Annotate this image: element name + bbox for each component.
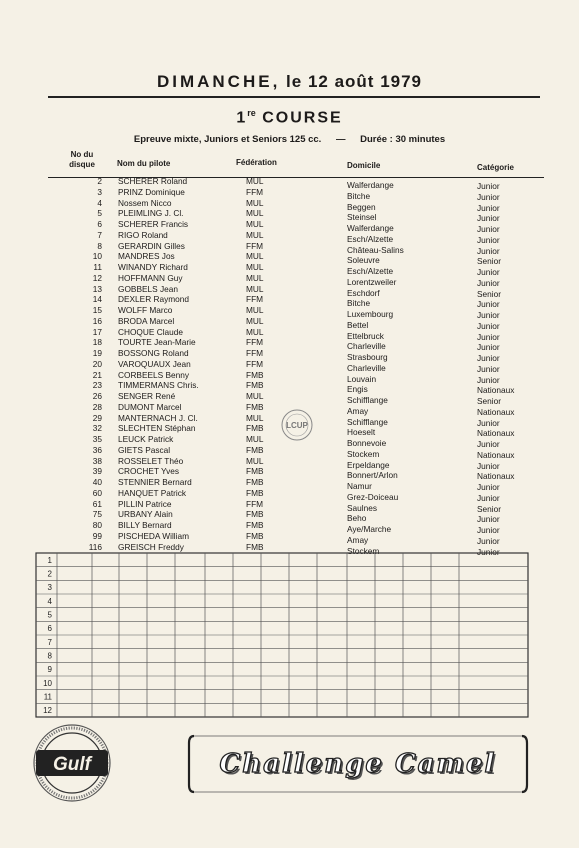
rider-number: 38	[92, 455, 102, 466]
grid-row-label: 12	[43, 706, 52, 716]
rider-name: VAROQUAUX Jean	[118, 358, 191, 369]
rider-domicile: Walferdange	[347, 180, 394, 190]
rider-category: Junior	[477, 320, 500, 331]
rider-category: Junior	[477, 492, 500, 503]
rider-row	[0, 197, 579, 213]
grid-row-label: 2	[47, 569, 52, 579]
rider-domicile: Château-Salins	[347, 244, 404, 255]
rider-federation: MUL	[246, 305, 264, 315]
rider-domicile: Bitche	[347, 298, 371, 309]
grid-row-label: 5	[47, 610, 52, 620]
race-title	[0, 108, 579, 127]
rider-federation: FMB	[246, 541, 264, 552]
header-domicile: Domicile	[347, 161, 381, 170]
rider-name: STENNIER Bernard	[118, 477, 192, 487]
rider-number: 10	[92, 251, 102, 262]
rider-name: ROSSELET Théo	[118, 455, 184, 466]
rider-category: Junior	[477, 202, 500, 213]
rider-federation: MUL	[246, 315, 264, 326]
rider-federation: FFM	[246, 240, 264, 251]
rider-row	[0, 326, 579, 342]
rider-number: 36	[92, 444, 102, 455]
rider-category: Junior	[477, 234, 500, 245]
rider-name: GOBBELS Jean	[118, 283, 178, 294]
rider-name: PLEIMLING J. Cl.	[118, 208, 184, 219]
rider-federation: FMB	[246, 487, 264, 498]
rider-name: CORBEELS Benny	[118, 369, 190, 380]
rider-category: Junior	[477, 331, 500, 342]
rider-domicile: Lorentzweiler	[347, 276, 397, 287]
date-label: le 12 août 1979	[286, 72, 423, 91]
challenge-camel-logo: Challenge Camel	[219, 749, 497, 779]
rider-category: Senior	[477, 503, 501, 514]
rider-federation: FFM	[246, 358, 264, 369]
rider-name: SCHERER Roland	[118, 176, 188, 186]
rider-federation: FMB	[246, 401, 264, 412]
rider-row	[0, 369, 579, 385]
rider-name: BOSSONG Roland	[118, 348, 189, 358]
rider-name: GREISCH Freddy	[118, 541, 184, 552]
rider-domicile: Saulnes	[347, 502, 377, 513]
rider-name: PRINZ Dominique	[118, 186, 185, 197]
rider-category: Senior	[477, 396, 501, 406]
rider-name: HOFFMANN Guy	[118, 272, 183, 283]
rider-row	[0, 520, 579, 535]
rider-federation: FFM	[246, 186, 264, 197]
rider-row	[0, 240, 579, 256]
title-rule	[48, 96, 540, 98]
rider-domicile: Louvain	[347, 373, 377, 384]
grid-row-label: 4	[47, 596, 52, 606]
header-federation: Fédération	[236, 158, 277, 167]
rider-name: Nossem Nicco	[118, 197, 172, 208]
rider-federation: MUL	[246, 412, 264, 423]
rider-domicile: Amay	[347, 405, 369, 416]
rider-category: Junior	[477, 525, 500, 535]
rider-row	[0, 487, 579, 503]
rider-number: 39	[92, 466, 102, 477]
rider-category: Junior	[477, 299, 500, 310]
rider-domicile: Charleville	[347, 362, 386, 373]
rider-federation: FFM	[246, 348, 264, 358]
rider-name: DUMONT Marcel	[118, 401, 182, 412]
rider-name: TOURTE Jean-Marie	[118, 337, 196, 348]
rider-domicile: Charleville	[347, 341, 386, 352]
rider-category: Senior	[477, 288, 501, 299]
rider-number: 12	[92, 272, 102, 283]
rider-federation: MUL	[246, 272, 264, 283]
rider-federation: FMB	[246, 466, 264, 477]
rider-number: 28	[92, 401, 102, 412]
rider-name: BILLY Bernard	[118, 520, 172, 530]
rider-category: Junior	[477, 353, 500, 363]
rider-name: PISCHEDA William	[118, 530, 189, 541]
gulf-logo	[32, 723, 112, 803]
rider-federation: FMB	[246, 444, 264, 455]
rider-domicile: Eschdorf	[347, 287, 380, 298]
grid-row-label: 10	[43, 678, 52, 688]
rider-number: 2	[97, 176, 102, 186]
rider-domicile: Namur	[347, 481, 372, 491]
rider-row	[0, 477, 579, 492]
rider-number: 4	[97, 197, 102, 208]
rider-federation: MUL	[246, 219, 264, 229]
rider-category: Junior	[477, 374, 500, 385]
rider-number: 18	[92, 337, 102, 348]
header-category: Catégorie	[477, 163, 514, 172]
rider-category: Junior	[477, 535, 500, 546]
race-word: COURSE	[262, 109, 343, 127]
rider-federation: MUL	[246, 283, 264, 294]
rider-domicile: Esch/Alzette	[347, 266, 394, 276]
rider-row	[0, 305, 579, 320]
rider-name: GIETS Pascal	[118, 444, 171, 455]
grid-row-label: 8	[47, 651, 52, 661]
rider-federation: MUL	[246, 229, 264, 240]
rider-number: 75	[92, 509, 102, 520]
rider-category: Nationaux	[477, 385, 515, 396]
rider-domicile: Esch/Alzette	[347, 233, 394, 244]
rider-domicile: Bonnert/Arlon	[347, 470, 398, 481]
rider-category: Junior	[477, 224, 500, 234]
subtitle-dash: —	[335, 134, 346, 145]
day-label: DIMANCHE,	[156, 72, 281, 91]
rider-name: CROCHET Yves	[118, 466, 180, 477]
rider-number: 15	[92, 305, 102, 315]
rider-row	[0, 530, 579, 546]
rider-federation: MUL	[246, 262, 264, 272]
rider-category: Nationaux	[477, 471, 515, 482]
rider-domicile: Ettelbruck	[347, 330, 384, 341]
rider-federation: FMB	[246, 520, 264, 530]
rider-number: 116	[88, 541, 102, 552]
rider-federation: FFM	[246, 294, 264, 305]
rider-row	[0, 348, 579, 363]
gulf-text: Gulf	[53, 754, 91, 775]
rider-federation: FMB	[246, 477, 264, 487]
rider-domicile: Grez-Doiceau	[347, 491, 399, 502]
rider-federation: MUL	[246, 176, 264, 186]
rider-row	[0, 315, 579, 331]
rider-row	[0, 283, 579, 299]
rider-federation: MUL	[246, 197, 264, 208]
rider-domicile: Amay	[347, 534, 369, 545]
rider-domicile: Stockem	[347, 448, 380, 459]
rider-number: 35	[92, 434, 102, 444]
rider-number: 21	[92, 369, 102, 380]
rider-name: LEUCK Patrick	[118, 434, 174, 444]
stamp-text: LCUP	[286, 421, 308, 430]
rider-category: Junior	[477, 310, 500, 320]
rider-name: WINANDY Richard	[118, 262, 188, 272]
rider-federation: FMB	[246, 380, 264, 391]
rider-federation: MUL	[246, 455, 264, 466]
rider-category: Senior	[477, 256, 501, 267]
rider-name: TIMMERMANS Chris.	[118, 380, 199, 391]
rider-category: Junior	[477, 267, 500, 277]
rider-name: MANDRES Jos	[118, 251, 175, 262]
rider-category: Junior	[477, 213, 500, 224]
rider-domicile: Engis	[347, 384, 368, 395]
rider-number: 61	[92, 498, 102, 509]
rider-number: 13	[92, 283, 102, 294]
rider-number: 5	[97, 208, 102, 219]
rider-number: 14	[92, 294, 102, 305]
rider-name: BRODA Marcel	[118, 315, 175, 326]
grid-row-label: 7	[47, 637, 52, 647]
race-number: 1	[236, 109, 248, 127]
rider-row	[0, 272, 579, 288]
rider-federation: MUL	[246, 208, 264, 219]
rider-category: Nationaux	[477, 406, 515, 417]
rider-number: 3	[97, 186, 102, 197]
rider-category: Junior	[477, 439, 500, 449]
rider-federation: MUL	[246, 434, 264, 444]
grid-row-label: 9	[47, 665, 52, 675]
rider-number: 60	[92, 487, 102, 498]
rider-row	[0, 541, 579, 557]
rider-category: Junior	[477, 460, 500, 471]
rider-row	[0, 358, 579, 374]
race-subtitle	[0, 134, 579, 145]
rider-domicile: Walferdange	[347, 223, 394, 233]
rider-row	[0, 186, 579, 202]
results-grid	[35, 552, 529, 718]
rider-name: SENGER René	[118, 391, 176, 401]
rider-federation: FMB	[246, 509, 264, 520]
rider-number: 23	[92, 380, 102, 391]
rider-row	[0, 262, 579, 277]
rider-federation: MUL	[246, 391, 264, 401]
rider-number: 32	[92, 423, 102, 434]
rider-domicile: Aye/Marche	[347, 524, 392, 534]
header-pilot: Nom du pilote	[117, 159, 171, 168]
grid-row-label: 3	[47, 583, 52, 593]
rider-domicile: Steinsel	[347, 212, 377, 223]
rider-row	[0, 498, 579, 514]
rider-row	[0, 176, 579, 191]
rider-category: Junior	[477, 363, 500, 374]
rider-category: Junior	[477, 245, 500, 256]
rider-number: 17	[92, 326, 102, 337]
rider-number: 29	[92, 412, 102, 423]
rider-number: 40	[92, 477, 102, 487]
rider-number: 26	[92, 391, 102, 401]
rider-federation: FFM	[246, 498, 264, 509]
rider-category: Junior	[477, 342, 500, 353]
rider-name: WOLFF Marco	[118, 305, 173, 315]
rider-domicile: Luxembourg	[347, 309, 394, 319]
header-number-line1: No du	[70, 150, 94, 159]
header-number-line2: disque	[69, 160, 95, 169]
rider-row	[0, 455, 579, 471]
rider-category: Nationaux	[477, 428, 515, 439]
rider-number: 80	[92, 520, 102, 530]
rider-category: Junior	[477, 181, 500, 191]
rider-category: Junior	[477, 277, 500, 288]
rider-domicile: Stockem	[347, 545, 380, 556]
rider-row	[0, 229, 579, 245]
rider-federation: FMB	[246, 369, 264, 380]
rider-federation: MUL	[246, 251, 264, 262]
rider-name: DEXLER Raymond	[118, 294, 190, 305]
rider-category: Junior	[477, 191, 500, 202]
rider-domicile: Schifflange	[347, 416, 388, 427]
rider-domicile: Bitche	[347, 190, 371, 201]
rider-federation: FMB	[246, 423, 264, 434]
rider-domicile: Soleuvre	[347, 255, 380, 266]
grid-row-label: 1	[47, 555, 52, 565]
race-suffix: re	[247, 108, 256, 118]
rider-name: RIGO Roland	[118, 229, 168, 240]
rider-domicile: Hoeselt	[347, 427, 376, 438]
rider-number: 6	[97, 219, 102, 229]
lcup-stamp	[280, 408, 314, 442]
rider-number: 16	[92, 315, 102, 326]
rider-name: SLECHTEN Stéphan	[118, 423, 196, 434]
duration-label: Durée : 30 minutes	[360, 134, 446, 145]
rider-federation: FMB	[246, 530, 264, 541]
rider-number: 11	[93, 262, 102, 272]
rider-category: Junior	[477, 482, 500, 492]
rider-category: Nationaux	[477, 449, 515, 460]
rider-number: 8	[97, 240, 102, 251]
grid-row-label: 11	[43, 692, 52, 702]
rider-domicile: Schifflange	[347, 395, 388, 405]
rider-row	[0, 219, 579, 234]
rider-number: 99	[92, 530, 102, 541]
rider-name: SCHERER Francis	[118, 219, 189, 229]
rider-federation: MUL	[246, 326, 264, 337]
rider-number: 20	[92, 358, 102, 369]
rider-row	[0, 391, 579, 406]
rider-domicile: Strasbourg	[347, 352, 388, 362]
rider-number: 7	[97, 229, 102, 240]
rider-name: CHOQUE Claude	[118, 326, 184, 337]
rider-category: Junior	[477, 417, 500, 428]
rider-name: PILLIN Patrice	[118, 498, 172, 509]
rider-domicile: Beggen	[347, 201, 376, 212]
rider-domicile: Bettel	[347, 319, 369, 330]
rider-domicile: Bonnevoie	[347, 438, 387, 448]
rider-name: URBANY Alain	[118, 509, 173, 520]
rider-domicile: Beho	[347, 513, 367, 524]
rider-federation: FFM	[246, 337, 264, 348]
date-title	[0, 72, 579, 92]
rider-category: Junior	[477, 546, 500, 557]
rider-name: MANTERNACH J. Cl.	[118, 412, 198, 423]
rider-category: Junior	[477, 514, 500, 525]
rider-name: HANQUET Patrick	[118, 487, 187, 498]
rider-name: GERARDIN Gilles	[118, 240, 185, 251]
rider-number: 19	[92, 348, 102, 358]
grid-row-label: 6	[47, 624, 52, 634]
header-number	[62, 150, 102, 170]
event-description: Epreuve mixte, Juniors et Seniors 125 cc.	[133, 134, 322, 145]
rider-domicile: Erpeldange	[347, 459, 390, 470]
